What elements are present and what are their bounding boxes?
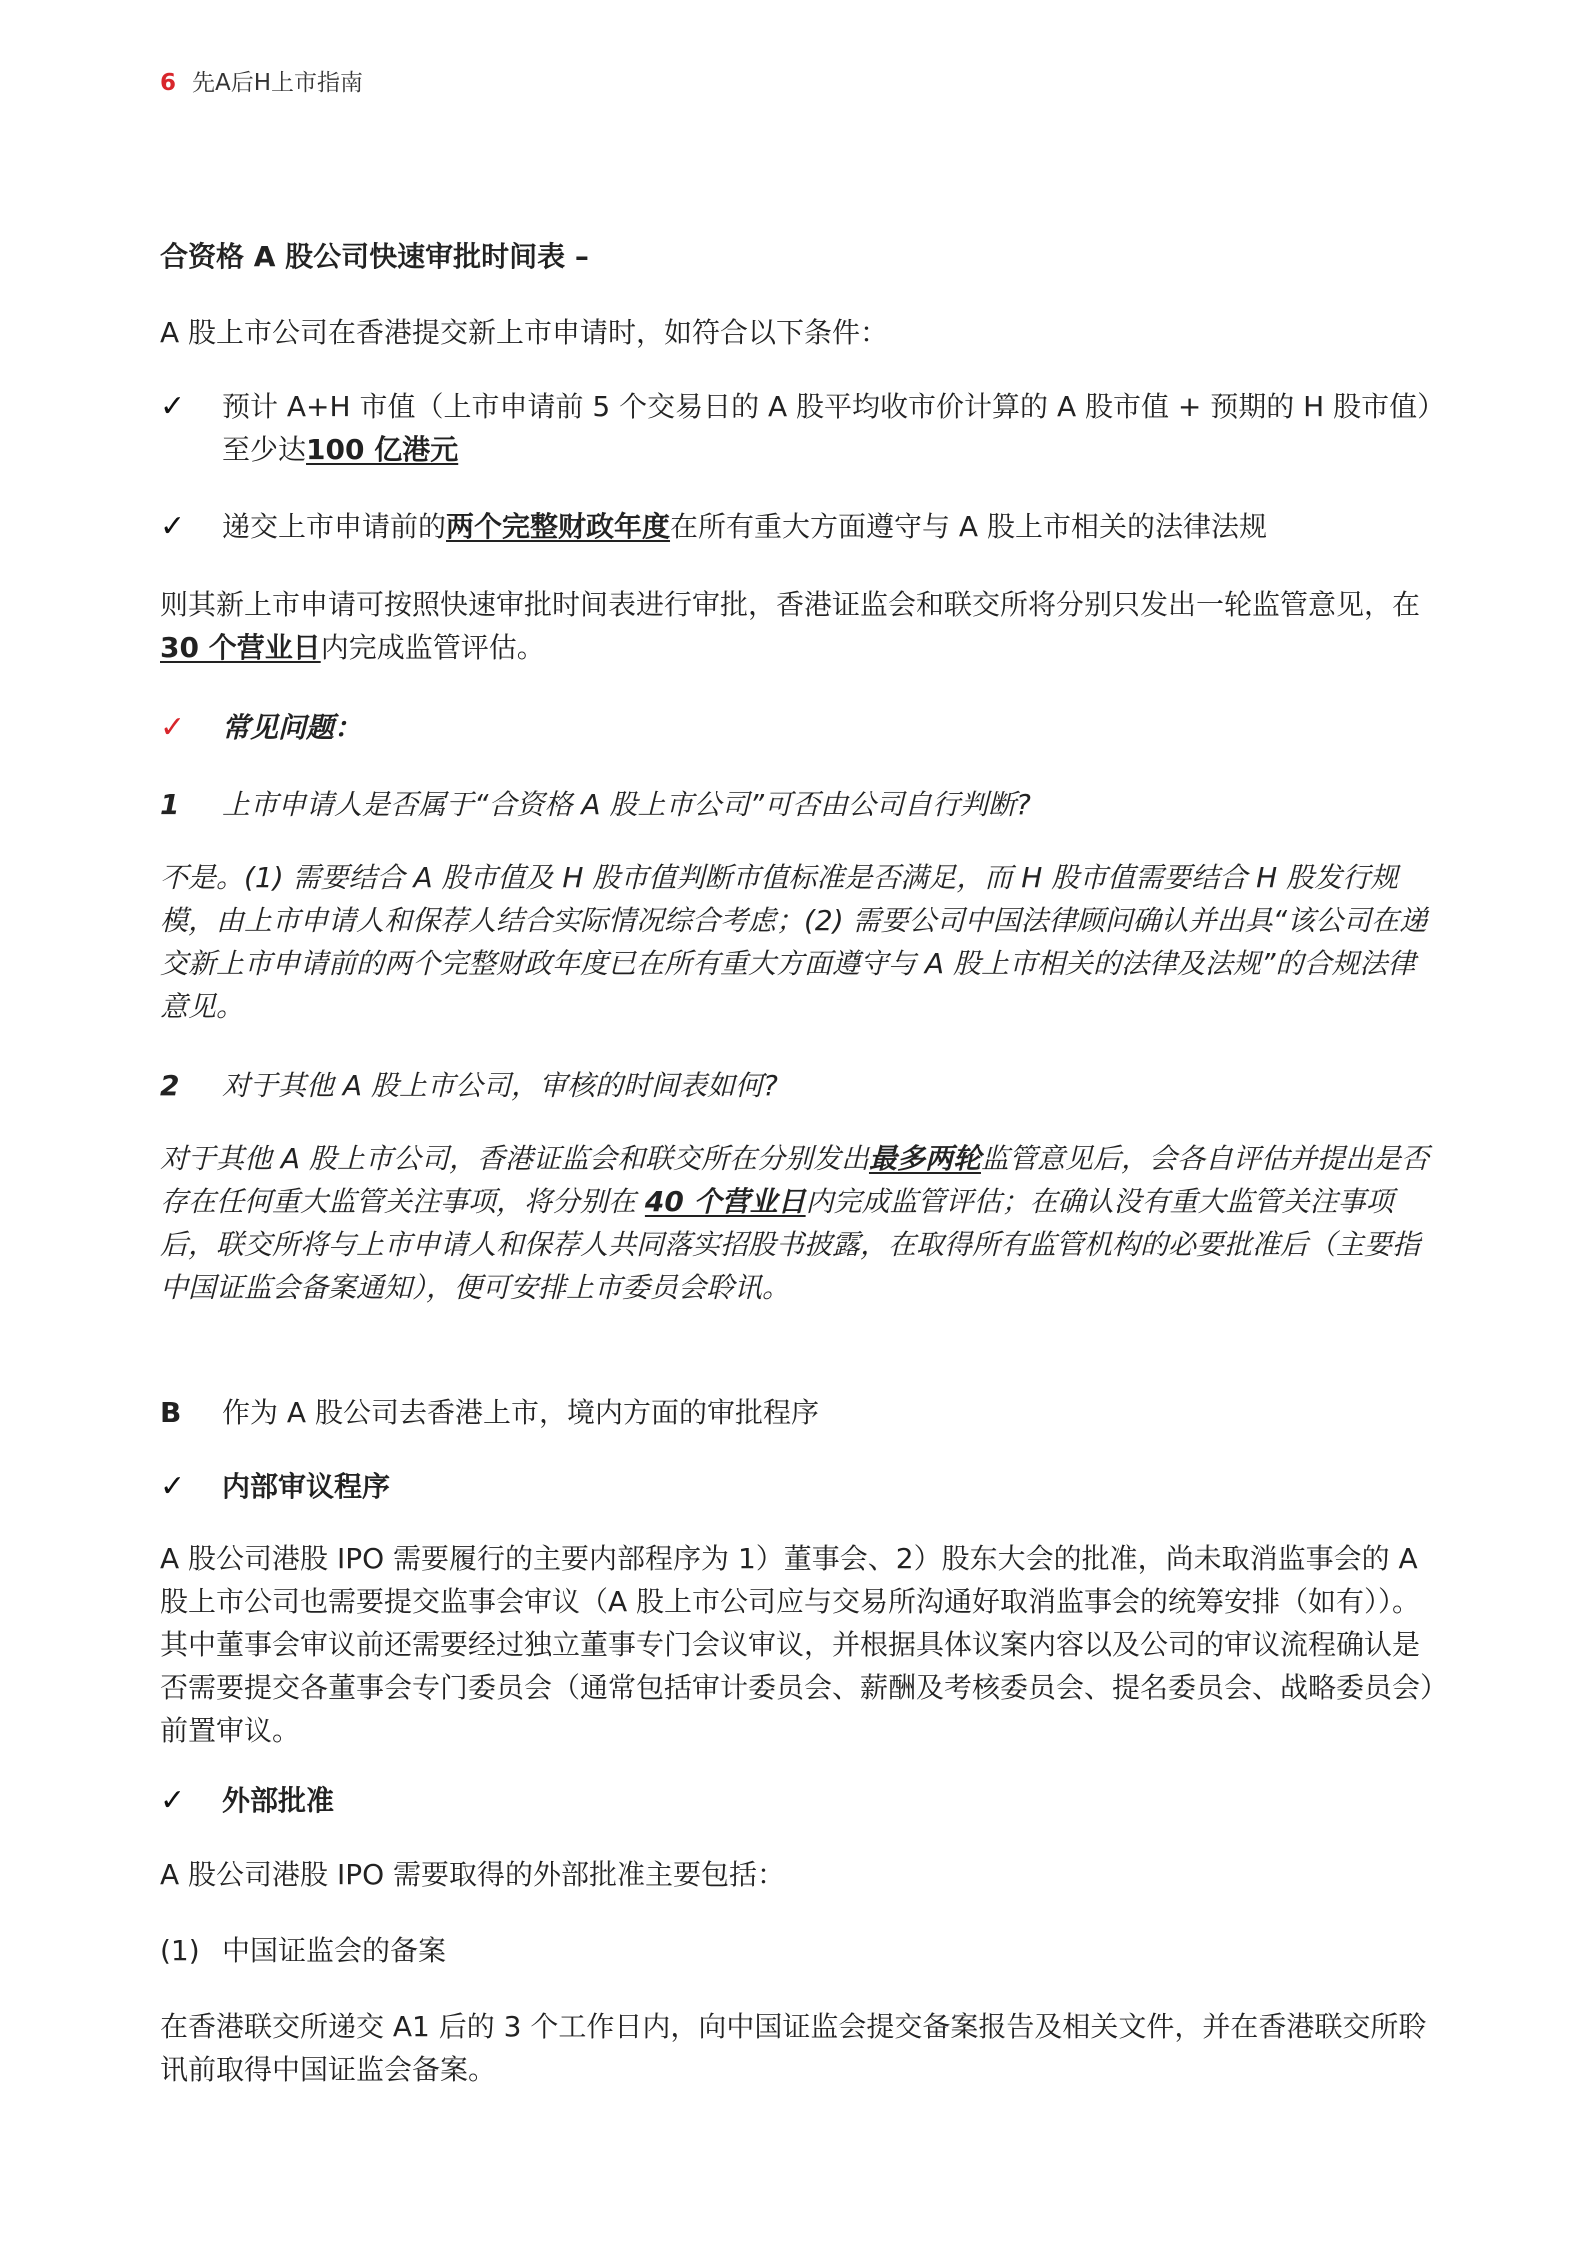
- condition-1: [160, 385, 1440, 471]
- page-header: [160, 64, 363, 97]
- faq-answer-1: 不是。(1) 需要结合 A 股市值及 H 股市值判断市值标准是否满足，而 H 股市值需要结合 H 股发行规模，由上市申请人和保荐人结合实际情况综合考虑；(2) 需要公司中国法律顾问确认并出具“该公司在递交新上市申请前的两个完整财政年度已在所有重大方面遵守与 A 股上市相关的法律及法规”的合规法律意见。: [160, 861, 1428, 1023]
- fast-track-result: 则其新上市申请可按照快速审批时间表进行审批，香港证监会和联交所将分别只发出一轮监管意见，在 30 个营业日内完成监管评估。: [160, 588, 1421, 664]
- condition-1-highlight: 100 亿港元: [306, 433, 459, 466]
- answer-highlight-2: 40 个营业日: [644, 1185, 806, 1218]
- faq-answer-2: 对于其他 A 股上市公司，香港证监会和联交所在分别发出最多两轮监管意见后，会各自评估并提出是否存在任何重大监管关注事项，将分别在 40 个营业日内完成监管评估；在确认没有重大监管关注事项后，联交所将与上市申请人和保荐人共同落实招股书披露，在取得所有监管机构的必要批准后（主要指中国证监会备案通知），便可安排上市委员会聆讯。: [160, 1142, 1429, 1304]
- check-icon: ✓: [160, 389, 186, 424]
- faq-title: 常见问题：: [222, 711, 363, 744]
- document-title: 先A后H上市指南: [192, 70, 364, 96]
- check-icon: ✓: [160, 509, 186, 544]
- answer-highlight-1: 最多两轮: [868, 1142, 981, 1175]
- check-icon: ✓: [160, 710, 186, 745]
- question-number: 2: [160, 1069, 180, 1102]
- external-intro: A 股公司港股 IPO 需要取得的外部批准主要包括：: [160, 1858, 786, 1891]
- item-text: 中国证监会的备案: [222, 1934, 447, 1967]
- condition-2-text: 递交上市申请前的两个完整财政年度在所有重大方面遵守与 A 股上市相关的法律法规: [222, 510, 1267, 543]
- external-item-1-detail: 在香港联交所递交 A1 后的 3 个工作日内，向中国证监会提交备案报告及相关文件，并在香港联交所聆讯前取得中国证监会备案。: [160, 2010, 1427, 2086]
- external-title: 外部批准: [222, 1784, 335, 1817]
- question-text: 上市申请人是否属于“合资格 A 股上市公司”可否由公司自行判断?: [222, 788, 1031, 821]
- fast-track-title: 合资格 A 股公司快速审批时间表 –: [160, 240, 589, 273]
- question-text: 对于其他 A 股上市公司，审核的时间表如何?: [222, 1069, 778, 1102]
- check-icon: ✓: [160, 1783, 186, 1818]
- item-number: (1): [160, 1934, 200, 1967]
- condition-1-text: 预计 A+H 市值（上市申请前 5 个交易日的 A 股平均收市价计算的 A 股市值 + 预期的 H 股市值）至少达100 亿港元: [222, 390, 1432, 466]
- section-letter: B: [160, 1396, 182, 1429]
- page-number: 6: [160, 70, 177, 96]
- condition-2-highlight: 两个完整财政年度: [446, 510, 671, 543]
- section-b-title: 作为 A 股公司去香港上市，境内方面的审批程序: [222, 1396, 819, 1429]
- question-number: 1: [160, 788, 180, 821]
- fast-track-intro: A 股上市公司在香港提交新上市申请时，如符合以下条件：: [160, 316, 889, 349]
- document-page: [160, 0, 1440, 2244]
- internal-title: 内部审议程序: [222, 1470, 391, 1503]
- internal-text: A 股公司港股 IPO 需要履行的主要内部程序为 1）董事会、2）股东大会的批准，尚未取消监事会的 A 股上市公司也需要提交监事会审议（A 股上市公司应与交易所沟通好取消监事会的统筹安排（如有））。其中董事会审议前还需要经过独立董事专门会议审议，并根据具体议案内容以及公司的审议流程确认是否需要提交各董事会专门委员会（通常包括审计委员会、薪酬及考核委员会、提名委员会、战略委员会）前置审议。: [160, 1542, 1435, 1747]
- check-icon: ✓: [160, 1469, 186, 1504]
- result-highlight: 30 个营业日: [160, 631, 321, 664]
